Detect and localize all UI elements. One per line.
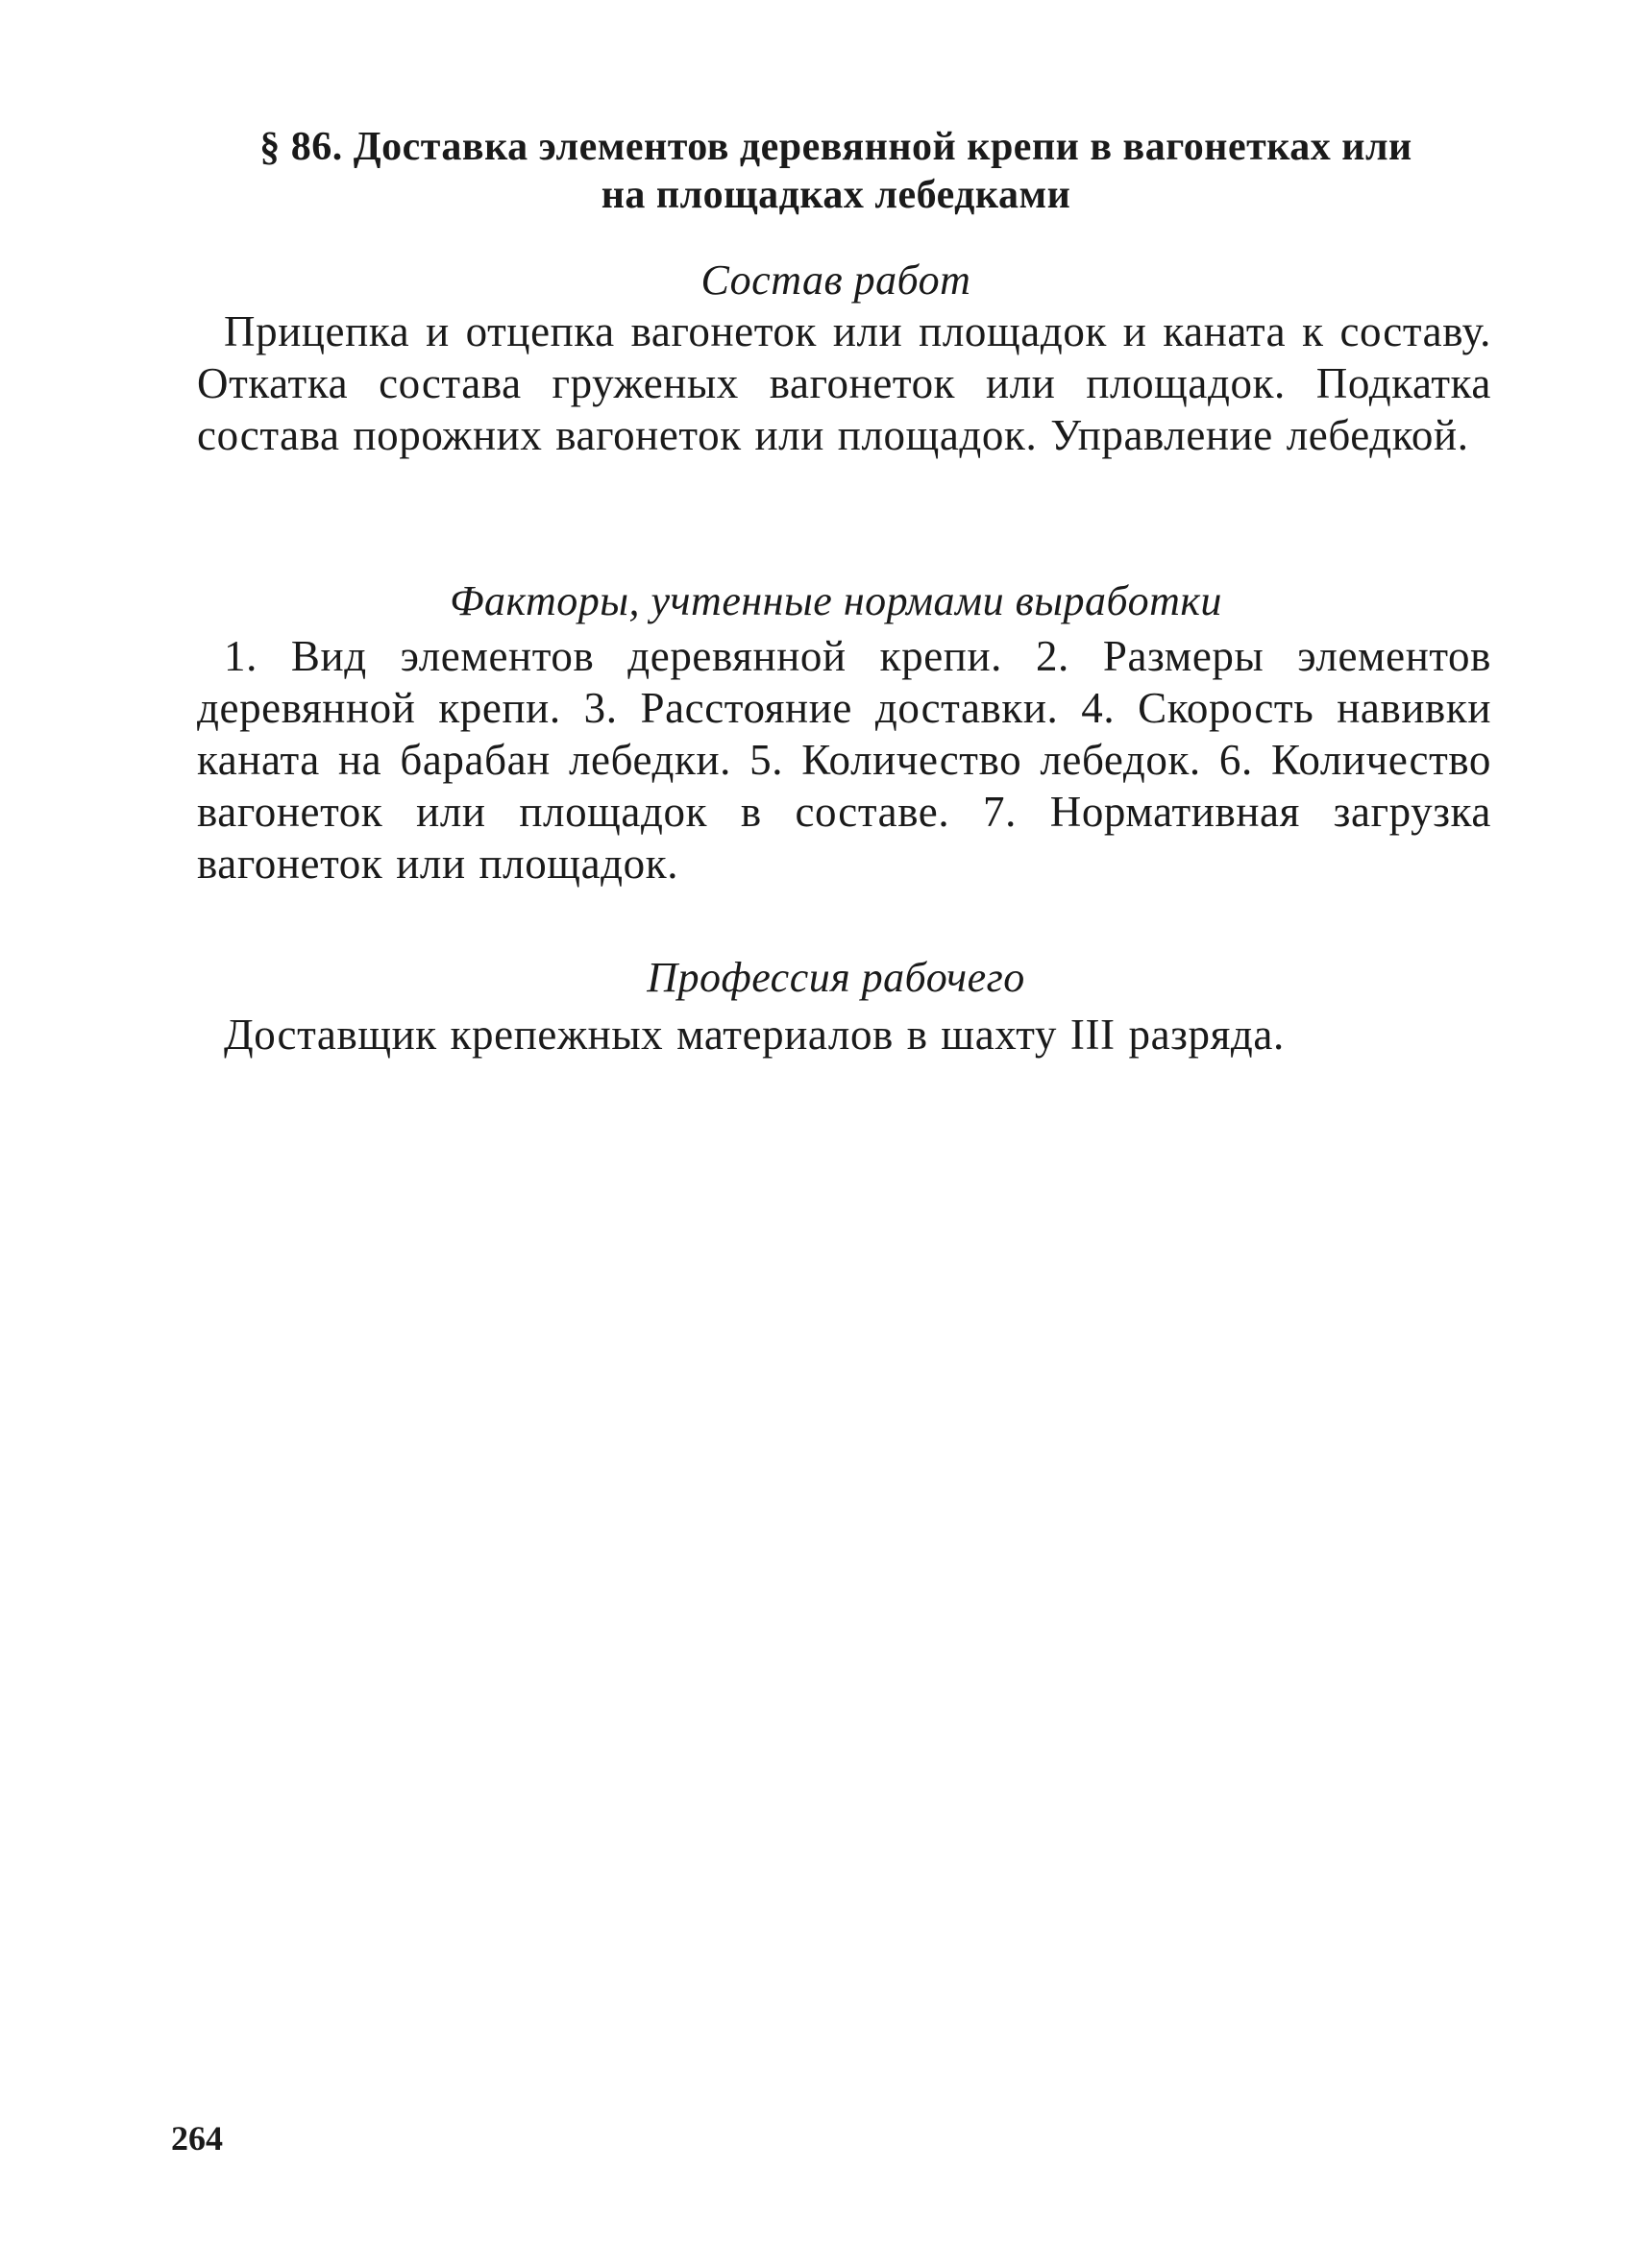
factors-text: 1. Вид элементов деревянной крепи. 2. Размеры элементов деревянной крепи. 3. Расстояние доставки. 4. Скорость навивки каната на барабан лебедки. 5. Количество лебедок. 6. Количество вагонеток или площадок в составе. 7. Нормативная загрузка вагонеток или площадок. (197, 632, 1491, 888)
page-number: 264 (171, 2119, 223, 2158)
profession-text: Доставщик крепежных материалов в шахту III разряда. (224, 1011, 1285, 1059)
work-composition-heading: Состав работ (700, 256, 971, 304)
profession-heading: Профессия рабочего (647, 954, 1025, 1001)
work-composition-text: Прицепка и отцепка вагонеток или площадок и каната к составу. Откатка состава груженых вагонеток или площадок. Подкатка состава порожних вагонеток или площадок. Управление лебедкой. (197, 307, 1491, 459)
section-title-line-1: § 86. Доставка элементов деревянной крепи в вагонетках или (259, 125, 1412, 169)
factors-heading: Факторы, учтенные нормами выработки (450, 577, 1222, 624)
section-title-line-2: на площадках лебедками (601, 173, 1071, 217)
section-title (192, 123, 1480, 219)
